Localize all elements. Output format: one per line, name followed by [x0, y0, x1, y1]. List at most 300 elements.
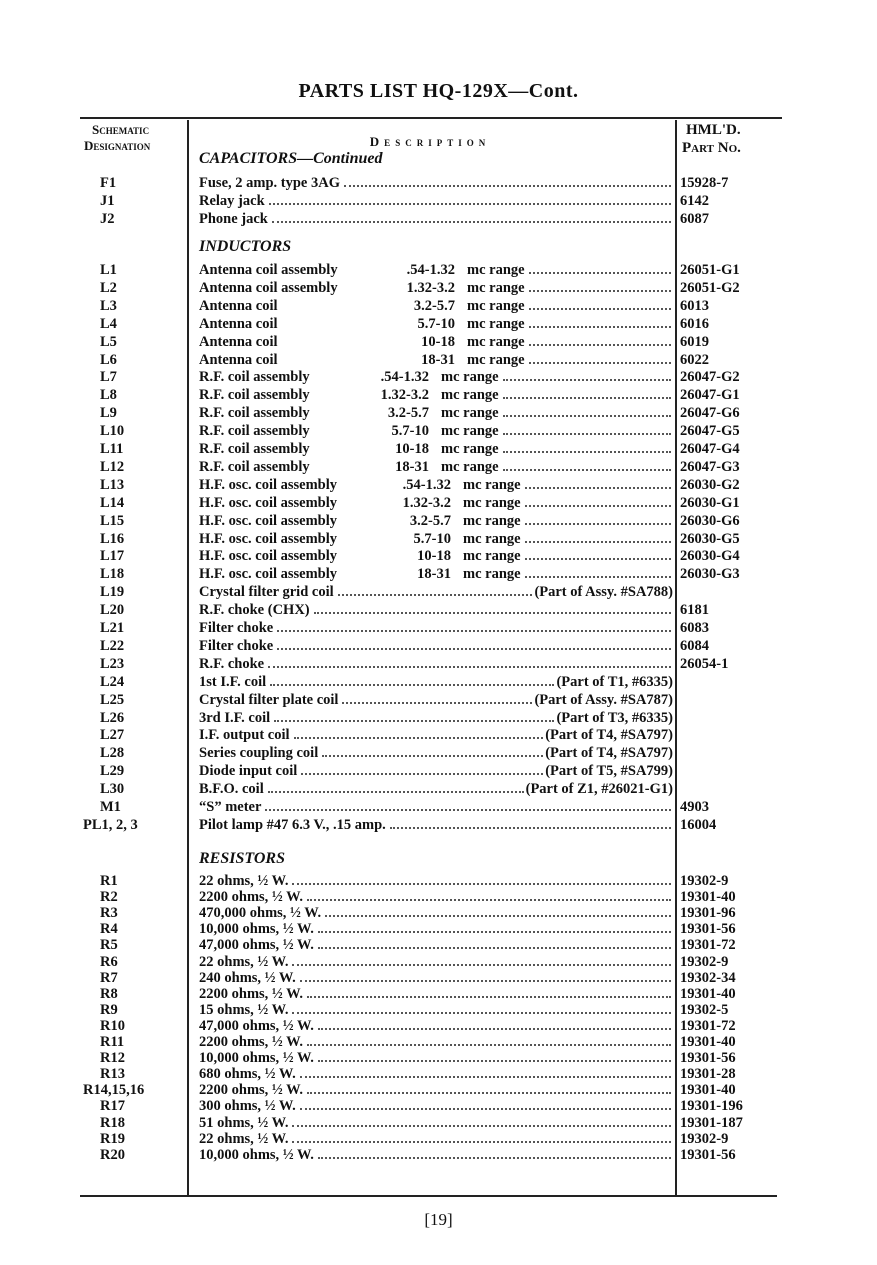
designation: L12 [100, 458, 125, 475]
designation: L26 [100, 709, 125, 726]
designation: R5 [100, 937, 118, 954]
table-row [0, 583, 877, 601]
description-text: Antenna coil [199, 351, 278, 368]
part-number: 26030-G5 [680, 530, 740, 547]
dot-leader [525, 565, 671, 578]
description [199, 333, 673, 351]
designation: L9 [100, 405, 117, 422]
description-text: 240 ohms, ½ W. [199, 969, 296, 986]
designation: L3 [100, 297, 117, 314]
designation: R13 [100, 1066, 125, 1083]
table-row [0, 494, 877, 512]
table-row [0, 404, 877, 422]
description [199, 1146, 673, 1164]
table-row [0, 547, 877, 565]
description [199, 655, 673, 673]
designation: L18 [100, 566, 125, 583]
description-text: Crystal filter grid coil [199, 584, 334, 601]
table-row [0, 1146, 877, 1164]
frequency-range: 1.32-3.2 [380, 387, 429, 404]
part-of-note: (Part of T3, #6335) [556, 709, 673, 726]
table-row [0, 440, 877, 458]
description-text: 10,000 ohms, ½ W. [199, 1146, 314, 1163]
dot-leader [529, 351, 671, 364]
part-number: 19301-40 [680, 1082, 736, 1099]
designation: J2 [100, 211, 115, 227]
description [199, 762, 673, 780]
designation: L24 [100, 673, 125, 690]
dot-leader [525, 494, 671, 507]
description [199, 440, 673, 458]
bottom-rule [80, 1195, 777, 1197]
part-number: 26047-G5 [680, 423, 740, 440]
dot-leader [269, 192, 671, 205]
part-number: 19302-9 [680, 953, 729, 970]
description-text: H.F. osc. coil assembly [199, 476, 338, 493]
description-text: Phone jack [199, 211, 268, 227]
description-text: Antenna coil [199, 315, 278, 332]
designation: F1 [100, 175, 117, 191]
designation: L2 [100, 279, 117, 296]
table-row [0, 333, 877, 351]
description [199, 530, 673, 548]
range-unit: mc range [463, 548, 521, 565]
range-unit: mc range [441, 405, 499, 422]
part-number: 26047-G1 [680, 387, 740, 404]
designation: R2 [100, 889, 118, 906]
description [199, 673, 673, 691]
dot-leader [307, 1033, 671, 1046]
description-text: Pilot lamp #47 6.3 V., .15 amp. [199, 816, 386, 833]
description-text: 300 ohms, ½ W. [199, 1098, 296, 1115]
designation: L17 [100, 548, 125, 565]
description-text: Filter choke [199, 620, 274, 636]
designation: L28 [100, 745, 125, 762]
range-unit: mc range [441, 458, 499, 475]
description-text: R.F. choke [199, 655, 265, 672]
part-number: 6087 [680, 211, 709, 227]
description [199, 279, 673, 297]
description [199, 458, 673, 476]
description [199, 315, 673, 333]
description-text: I.F. output coil [199, 727, 290, 744]
dot-leader [338, 583, 533, 596]
description-text: Diode input coil [199, 763, 298, 780]
designation: R9 [100, 1001, 118, 1018]
part-of-note: (Part of T4, #SA797) [545, 727, 673, 744]
description-text: Antenna coil [199, 297, 278, 314]
dot-leader [529, 279, 671, 292]
frequency-range: .54-1.32 [380, 369, 429, 386]
designation: L29 [100, 763, 125, 780]
range-unit: mc range [463, 566, 521, 583]
designation: R12 [100, 1050, 125, 1067]
part-number: 16004 [680, 816, 717, 833]
description-text: 1st I.F. coil [199, 673, 267, 690]
description-text: H.F. osc. coil assembly [199, 512, 338, 529]
part-number: 19301-40 [680, 889, 736, 906]
designation: L19 [100, 584, 125, 601]
description [199, 637, 673, 655]
designation: L8 [100, 387, 117, 404]
table-row [0, 637, 877, 655]
description-text: R.F. coil assembly [199, 441, 310, 457]
designation: L11 [100, 441, 124, 457]
dot-leader [390, 816, 671, 829]
description-text: 47,000 ohms, ½ W. [199, 1017, 314, 1034]
table-row [0, 530, 877, 548]
designation: R1 [100, 873, 118, 889]
table-row [0, 565, 877, 583]
part-of-note: (Part of Z1, #26021-G1) [525, 781, 673, 798]
description-text: 47,000 ohms, ½ W. [199, 937, 314, 954]
table-row [0, 476, 877, 494]
description-text: Crystal filter plate coil [199, 691, 339, 708]
dot-leader [274, 709, 554, 722]
part-of-note: (Part of T4, #SA797) [545, 745, 673, 762]
frequency-range: 3.2-5.7 [387, 405, 429, 422]
part-number: 26051-G1 [680, 262, 740, 278]
part-number: 19301-40 [680, 985, 736, 1002]
table-row [0, 368, 877, 386]
dot-leader [503, 458, 671, 471]
designation: L16 [100, 530, 125, 547]
part-number: 26047-G6 [680, 405, 740, 422]
table-row [0, 691, 877, 709]
dot-leader [277, 637, 671, 650]
range-unit: mc range [441, 441, 499, 457]
table-row [0, 762, 877, 780]
description-text: 3rd I.F. coil [199, 709, 271, 726]
part-number: 6083 [680, 620, 709, 636]
dot-leader [503, 404, 671, 417]
description [199, 709, 673, 727]
description-text: 22 ohms, ½ W. [199, 1130, 289, 1147]
dot-leader [503, 440, 671, 453]
header-designation-line1: Schematic [92, 122, 150, 137]
description [199, 691, 673, 709]
dot-leader [318, 936, 671, 949]
frequency-range: 10-18 [417, 548, 451, 565]
table-row [0, 601, 877, 619]
description [199, 565, 673, 583]
dot-leader [529, 333, 671, 346]
description-text: Filter choke [199, 637, 274, 654]
dot-leader [292, 1114, 671, 1127]
part-number: 6181 [680, 602, 709, 619]
description-text: 2200 ohms, ½ W. [199, 1034, 303, 1050]
dot-leader [300, 969, 671, 982]
description-text: R.F. choke (CHX) [199, 602, 310, 619]
description-text: “S” meter [199, 799, 262, 815]
designation: R14,15,16 [83, 1082, 145, 1099]
description-text: H.F. osc. coil assembly [199, 530, 338, 547]
designation: R10 [100, 1017, 125, 1034]
page-title: PARTS LIST HQ-129X—Cont. [298, 80, 579, 102]
frequency-range: 18-31 [417, 566, 451, 583]
part-number: 19301-187 [680, 1114, 743, 1131]
frequency-range: 18-31 [395, 458, 429, 475]
designation: J1 [100, 193, 115, 209]
description [199, 512, 673, 530]
frequency-range: 5.7-10 [417, 315, 455, 332]
page-number: [19] [424, 1210, 453, 1229]
description-text: H.F. osc. coil assembly [199, 548, 338, 565]
description-text: R.F. coil assembly [199, 458, 310, 475]
description [199, 619, 673, 637]
designation: R8 [100, 985, 118, 1002]
designation: R17 [100, 1098, 125, 1115]
part-number: 26030-G2 [680, 476, 740, 493]
dot-leader [314, 601, 671, 614]
table-row [0, 261, 877, 279]
table-row [0, 174, 877, 192]
description-text: R.F. coil assembly [199, 423, 310, 440]
table-row [0, 279, 877, 297]
part-number: 6013 [680, 297, 709, 314]
range-unit: mc range [467, 279, 525, 296]
part-number: 6022 [680, 351, 709, 368]
part-of-note: (Part of T5, #SA799) [545, 763, 673, 780]
dot-leader [344, 174, 671, 187]
part-number: 19302-34 [680, 969, 736, 986]
dot-leader [503, 368, 671, 381]
designation: L20 [100, 602, 125, 619]
dot-leader [525, 512, 671, 525]
description [199, 261, 673, 279]
description [199, 422, 673, 440]
dot-leader [525, 547, 671, 560]
table-row [0, 458, 877, 476]
dot-leader [325, 904, 671, 917]
description-text: 680 ohms, ½ W. [199, 1066, 296, 1083]
part-number: 15928-7 [680, 175, 729, 191]
range-unit: mc range [467, 262, 525, 278]
description [199, 744, 673, 762]
table-row [0, 673, 877, 691]
designation: L15 [100, 512, 125, 529]
part-number: 19302-9 [680, 873, 729, 889]
dot-leader [318, 1146, 671, 1159]
designation: R3 [100, 905, 118, 922]
designation: R6 [100, 953, 118, 970]
dot-leader [342, 691, 532, 704]
part-of-note: (Part of Assy. #SA788) [534, 584, 673, 601]
description [199, 780, 673, 798]
dot-leader [301, 762, 543, 775]
part-number: 6084 [680, 637, 709, 654]
description [199, 798, 673, 816]
header-part-line2: Part No. [682, 140, 741, 156]
description-text: 2200 ohms, ½ W. [199, 889, 303, 906]
designation: L10 [100, 423, 125, 440]
range-unit: mc range [467, 333, 525, 350]
part-number: 4903 [680, 799, 709, 815]
range-unit: mc range [467, 315, 525, 332]
frequency-range: 1.32-3.2 [402, 494, 451, 511]
designation: L13 [100, 476, 125, 493]
part-number: 19301-96 [680, 905, 736, 922]
designation: R18 [100, 1114, 125, 1131]
description [199, 386, 673, 404]
part-number: 26054-1 [680, 655, 729, 672]
table-row [0, 816, 877, 834]
frequency-range: 18-31 [421, 351, 455, 368]
designation: L22 [100, 637, 125, 654]
dot-leader [307, 888, 671, 901]
description-text: 10,000 ohms, ½ W. [199, 1050, 314, 1067]
frequency-range: 10-18 [421, 333, 455, 350]
part-number: 26047-G4 [680, 441, 740, 457]
part-number: 19301-56 [680, 1050, 736, 1067]
designation: L21 [100, 620, 125, 636]
table-row [0, 619, 877, 637]
designation: R7 [100, 969, 118, 986]
dot-leader [270, 673, 554, 686]
designation: L23 [100, 655, 125, 672]
description [199, 404, 673, 422]
description [199, 210, 673, 228]
description-text: 10,000 ohms, ½ W. [199, 921, 314, 938]
designation: R19 [100, 1130, 125, 1147]
part-number: 19302-9 [680, 1130, 729, 1147]
description [199, 726, 673, 744]
dot-leader [300, 1065, 671, 1078]
description-text: 22 ohms, ½ W. [199, 873, 289, 889]
frequency-range: 3.2-5.7 [409, 512, 451, 529]
designation: L4 [100, 315, 117, 332]
dot-leader [525, 530, 671, 543]
table-row [0, 512, 877, 530]
header-designation-line2: Designation [84, 138, 151, 153]
table-row [0, 744, 877, 762]
part-number: 19301-72 [680, 937, 736, 954]
dot-leader [529, 261, 671, 274]
range-unit: mc range [441, 369, 499, 386]
table-row [0, 422, 877, 440]
description-text: R.F. coil assembly [199, 369, 310, 386]
dot-leader [294, 726, 544, 739]
header-description: Description [369, 134, 491, 149]
header-part-line1: HML'D. [686, 122, 741, 138]
table-row [0, 709, 877, 727]
range-unit: mc range [463, 494, 521, 511]
range-unit: mc range [463, 512, 521, 529]
dot-leader [268, 780, 524, 793]
dot-leader [265, 798, 671, 811]
dot-leader [318, 1049, 671, 1062]
description [199, 547, 673, 565]
part-number: 19301-72 [680, 1017, 736, 1034]
description [199, 368, 673, 386]
description-text: 2200 ohms, ½ W. [199, 985, 303, 1002]
header-top-rule [80, 117, 782, 119]
frequency-range: 1.32-3.2 [406, 279, 455, 296]
description-text: 15 ohms, ½ W. [199, 1001, 289, 1018]
range-unit: mc range [441, 423, 499, 440]
dot-leader [292, 1001, 671, 1014]
table-row [0, 655, 877, 673]
frequency-range: .54-1.32 [402, 476, 451, 493]
part-number: 19301-28 [680, 1066, 736, 1083]
part-number: 6142 [680, 193, 709, 209]
description-text: H.F. osc. coil assembly [199, 566, 338, 583]
designation: L25 [100, 691, 125, 708]
table-row [0, 386, 877, 404]
dot-leader [292, 872, 671, 885]
dot-leader [292, 1130, 671, 1143]
description [199, 192, 673, 210]
part-number: 26051-G2 [680, 279, 740, 296]
description-text: R.F. coil assembly [199, 387, 310, 404]
table-row [0, 780, 877, 798]
range-unit: mc range [463, 530, 521, 547]
table-row [0, 726, 877, 744]
frequency-range: 10-18 [395, 441, 429, 457]
frequency-range: .54-1.32 [406, 262, 455, 278]
description [199, 494, 673, 512]
designation: L5 [100, 333, 117, 350]
section-heading: RESISTORS [199, 850, 285, 867]
dot-leader [529, 315, 671, 328]
section-heading: INDUCTORS [199, 238, 292, 255]
dot-leader [277, 619, 671, 632]
designation: R4 [100, 921, 118, 938]
designation: L30 [100, 781, 125, 798]
table-row [0, 192, 877, 210]
part-number: 6019 [680, 333, 709, 350]
part-number: 26047-G3 [680, 458, 740, 475]
part-number: 19301-40 [680, 1034, 736, 1050]
description-text: 470,000 ohms, ½ W. [199, 905, 322, 922]
description-text: Relay jack [199, 193, 265, 209]
description-text: Fuse, 2 amp. type 3AG [199, 175, 340, 191]
dot-leader [529, 297, 671, 310]
range-unit: mc range [441, 387, 499, 404]
part-number: 19301-56 [680, 1146, 736, 1163]
description-text: 2200 ohms, ½ W. [199, 1082, 303, 1099]
description [199, 351, 673, 369]
dot-leader [292, 953, 671, 966]
description-text: 51 ohms, ½ W. [199, 1114, 289, 1131]
dot-leader [307, 985, 671, 998]
part-number: 6016 [680, 315, 709, 332]
table-row [0, 297, 877, 315]
description-text: Series coupling coil [199, 745, 319, 762]
dot-leader [503, 422, 671, 435]
designation: L6 [100, 351, 117, 368]
description-text: Antenna coil assembly [199, 262, 338, 278]
description-text: 22 ohms, ½ W. [199, 953, 289, 970]
dot-leader [268, 655, 671, 668]
description-text: B.F.O. coil [199, 781, 264, 798]
table-row [0, 210, 877, 228]
designation: R11 [100, 1034, 125, 1050]
designation: L1 [100, 262, 117, 278]
part-number: 26047-G2 [680, 369, 740, 386]
dot-leader [300, 1097, 671, 1110]
description-text: Antenna coil [199, 333, 278, 350]
range-unit: mc range [467, 351, 525, 368]
part-of-note: (Part of T1, #6335) [556, 673, 673, 690]
dot-leader [322, 744, 543, 757]
part-number: 19302-5 [680, 1001, 729, 1018]
range-unit: mc range [463, 476, 521, 493]
part-number: 26030-G3 [680, 566, 740, 583]
dot-leader [318, 920, 671, 933]
dot-leader [503, 386, 671, 399]
dot-leader [272, 210, 671, 223]
